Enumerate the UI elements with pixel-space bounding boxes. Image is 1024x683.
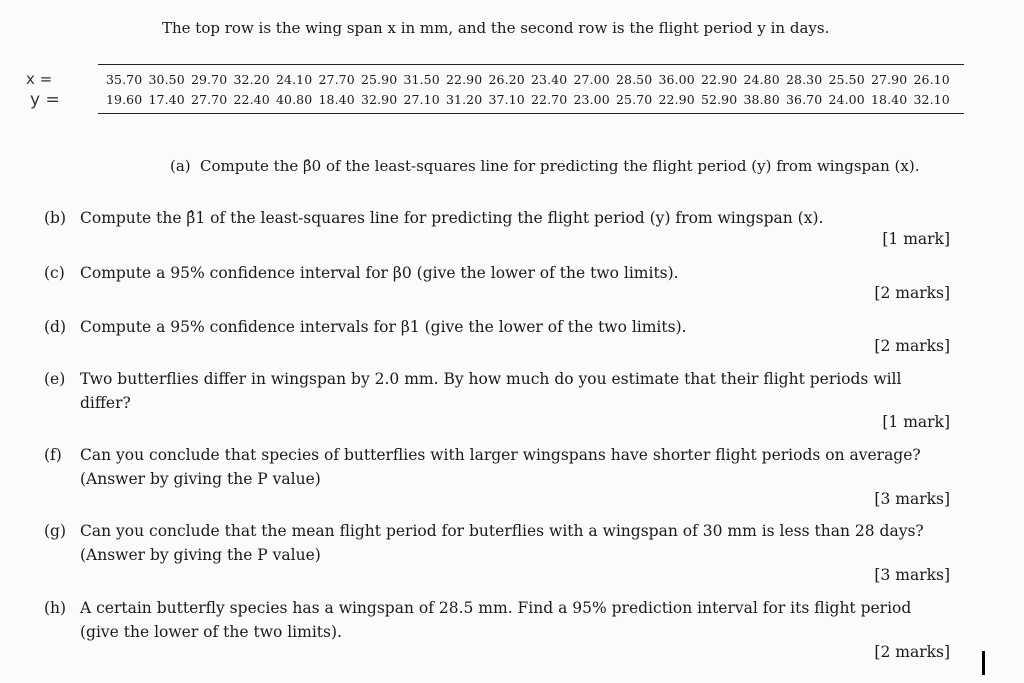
y-cell: 31.20: [446, 92, 483, 107]
x-cell: 26.10: [913, 72, 950, 87]
x-cell: 23.40: [531, 72, 568, 87]
question-text: Compute the β̂0 of the least-squares line for predicting the flight period (y) from wingspan (x).: [200, 157, 920, 175]
text-cursor: [982, 651, 985, 675]
x-cell: 32.20: [233, 72, 270, 87]
handwritten-x-label: x =: [26, 70, 53, 88]
question-f: [44, 443, 954, 491]
question-label: (d): [44, 318, 67, 336]
x-cell: 29.70: [191, 72, 228, 87]
y-cell: 18.40: [871, 92, 908, 107]
question-label: (g): [44, 522, 67, 540]
x-cell: 28.30: [786, 72, 823, 87]
question-g: [44, 519, 954, 567]
question-a: [170, 154, 940, 178]
y-cell: 27.10: [403, 92, 440, 107]
y-cell: 24.00: [828, 92, 865, 107]
x-cell: 25.50: [828, 72, 865, 87]
y-cell: 19.60: [106, 92, 143, 107]
question-label: (f): [44, 446, 62, 464]
y-cell: 36.70: [786, 92, 823, 107]
intro-text: The top row is the wing span x in mm, and the second row is the flight period y in days.: [162, 19, 830, 37]
x-cell: 28.50: [616, 72, 653, 87]
x-cell: 27.00: [573, 72, 610, 87]
question-e: [44, 367, 954, 415]
x-cell: 30.50: [148, 72, 185, 87]
x-cell: 22.90: [446, 72, 483, 87]
question-text: Can you conclude that the mean flight period for buterflies with a wingspan of 30 mm is less than 28 days? (Answer by giving the P value): [80, 522, 924, 564]
table-bottom-rule: [98, 113, 964, 114]
x-cell: 27.70: [318, 72, 355, 87]
y-values-row: [106, 92, 956, 107]
y-cell: 23.00: [573, 92, 610, 107]
x-cell: 22.90: [701, 72, 738, 87]
question-d: [44, 315, 954, 339]
marks-h: [2 marks]: [874, 643, 950, 661]
question-c: [44, 261, 954, 285]
y-cell: 22.70: [531, 92, 568, 107]
marks-f: [3 marks]: [874, 490, 950, 508]
x-cell: 24.10: [276, 72, 313, 87]
question-text: Compute a 95% confidence interval for β0 (give the lower of the two limits).: [80, 264, 679, 282]
question-label: (a): [170, 157, 191, 175]
y-cell: 17.40: [148, 92, 185, 107]
x-cell: 27.90: [871, 72, 908, 87]
y-cell: 18.40: [318, 92, 355, 107]
question-text: A certain butterfly species has a wingspan of 28.5 mm. Find a 95% prediction interval for its flight period (give the lower of the two limits).: [80, 599, 912, 641]
x-cell: 36.00: [658, 72, 695, 87]
x-cell: 24.80: [743, 72, 780, 87]
table-top-rule: [98, 64, 964, 65]
question-b: [44, 206, 954, 230]
question-text: Compute a 95% confidence intervals for β1 (give the lower of the two limits).: [80, 318, 687, 336]
y-cell: 37.10: [488, 92, 525, 107]
x-cell: 25.90: [361, 72, 398, 87]
question-text: Two butterflies differ in wingspan by 2.0 mm. By how much do you estimate that their flight periods will differ?: [80, 370, 902, 412]
question-label: (b): [44, 209, 67, 227]
handwritten-y-label: y =: [30, 90, 60, 110]
marks-b: [1 mark]: [882, 230, 950, 248]
y-cell: 40.80: [276, 92, 313, 107]
marks-g: [3 marks]: [874, 566, 950, 584]
marks-e: [1 mark]: [882, 413, 950, 431]
y-cell: 22.90: [658, 92, 695, 107]
question-label: (c): [44, 264, 65, 282]
y-cell: 25.70: [616, 92, 653, 107]
x-values-row: [106, 72, 956, 87]
y-cell: 38.80: [743, 92, 780, 107]
question-text: Compute the β̂1 of the least-squares line for predicting the flight period (y) from wingspan (x).: [80, 209, 824, 227]
y-cell: 22.40: [233, 92, 270, 107]
marks-d: [2 marks]: [874, 337, 950, 355]
question-label: (h): [44, 599, 67, 617]
y-cell: 52.90: [701, 92, 738, 107]
question-h: [44, 596, 954, 644]
y-cell: 27.70: [191, 92, 228, 107]
x-cell: 26.20: [488, 72, 525, 87]
y-cell: 32.10: [913, 92, 950, 107]
y-cell: 32.90: [361, 92, 398, 107]
marks-c: [2 marks]: [874, 284, 950, 302]
question-text: Can you conclude that species of butterflies with larger wingspans have shorter flight periods on average? (Answer by giving the P value): [80, 446, 921, 488]
question-label: (e): [44, 370, 66, 388]
x-cell: 35.70: [106, 72, 143, 87]
x-cell: 31.50: [403, 72, 440, 87]
